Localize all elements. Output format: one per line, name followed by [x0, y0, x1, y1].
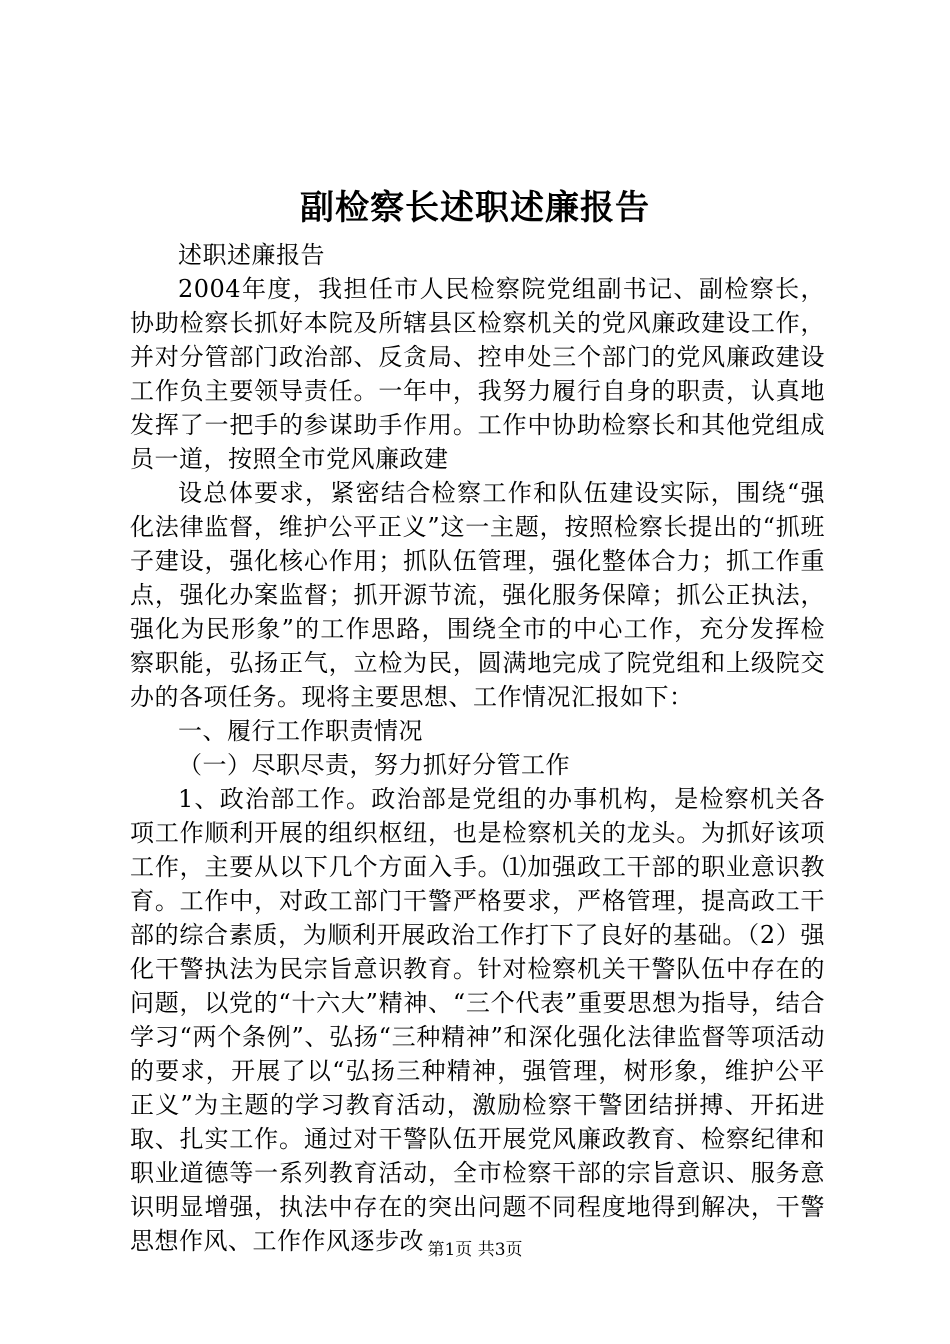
section-heading: 一、履行工作职责情况 — [178, 717, 423, 745]
document-title: 副检察长述职述廉报告 — [300, 188, 650, 228]
paragraph-intro: 2004年度，我担任市人民检察院党组副书记、副检察长，协助检察长抓好本院及所辖县区检察机关的党风廉政建设工作，并对分管部门政治部、反贪局、控申处三个部门的党风廉政建设工作负主要领导责任。一年中，我努力履行自身的职责，认真地发挥了一把手的参谋助手作用。工作中协助检察长和其他党组成员一道，按照全市党风廉政建 — [130, 275, 825, 473]
page-footer: 第1页 共3页 — [427, 1240, 523, 1260]
paragraph-political-dept: 1、政治部工作。政治部是党组的办事机构，是检察机关各项工作顺利开展的组织枢纽，也是检察机关的龙头。为抓好该项工作，主要从以下几个方面入手。⑴加强政工干部的职业意识教育。工作中，对政工部门干警严格要求，严格管理，提高政工干部的综合素质，为顺利开展政治工作打下了良好的基础。（2）强化干警执法为民宗旨意识教育。针对检察机关干警队伍中存在的问题，以党的“十六大”精神、“三个代表”重要思想为指导，结合学习“两个条例”、弘扬“三种精神”和深化强化法律监督等项活动的要求，开展了以“弘扬三种精神，强管理，树形象，维护公平正义”为主题的学习教育活动，激励检察干警团结拼搏、开拓进取、扎实工作。通过对干警队伍开展党风廉政教育、检察纪律和职业道德等一系列教育活动，全市检察干部的宗旨意识、服务意识明显增强，执法中存在的突出问题不同程度地得到解决，干警思想作风、工作作风逐步改 — [130, 785, 825, 1255]
paragraph-heading: 述职述廉报告 — [178, 241, 325, 269]
subsection-heading: （一）尽职尽责，努力抓好分管工作 — [178, 751, 570, 779]
paragraph-overview: 设总体要求，紧密结合检察工作和队伍建设实际，围绕“强化法律监督，维护公平正义”这一主题，按照检察长提出的“抓班子建设，强化核心作用；抓队伍管理，强化整体合力；抓工作重点，强化办案监督；抓开源节流，强化服务保障；抓公正执法，强化为民形象”的工作思路，围绕全市的中心工作，充分发挥检察职能，弘扬正气，立检为民，圆满地完成了院党组和上级院交办的各项任务。现将主要思想、工作情况汇报如下： — [130, 479, 825, 711]
document-body — [130, 238, 825, 1258]
